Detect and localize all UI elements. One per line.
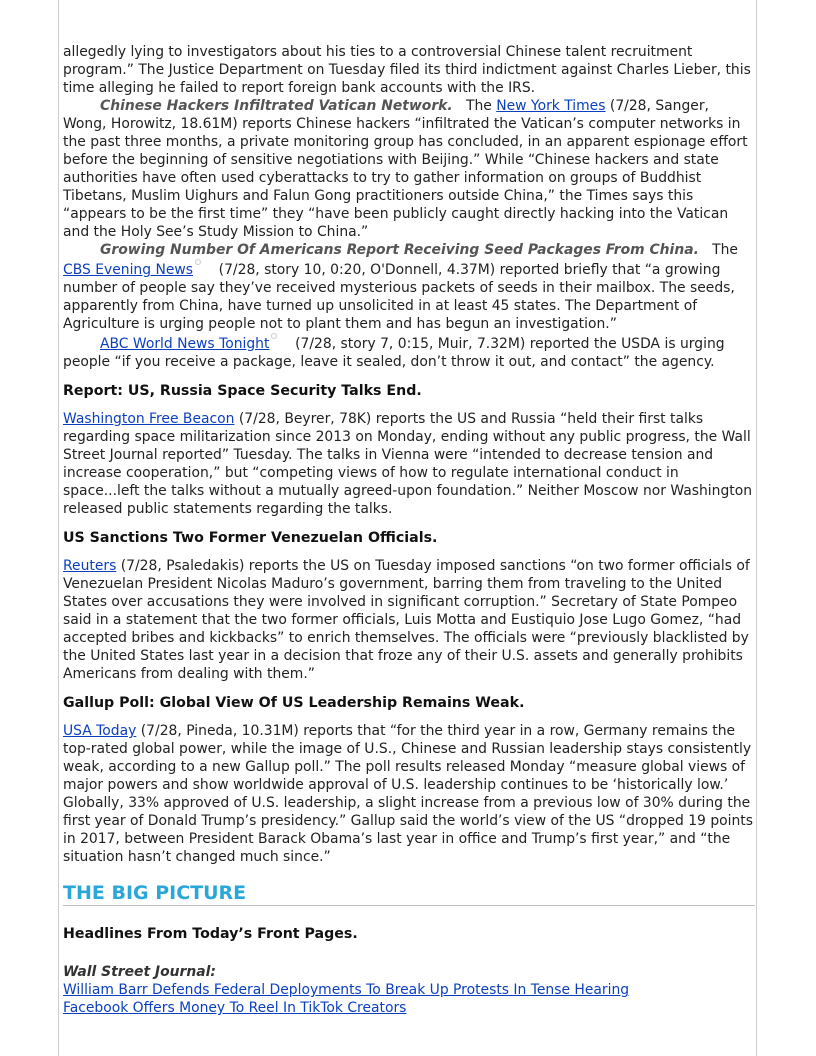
seeds-story-abc [63,333,755,371]
seeds-lead: Growing Number Of Americans Report Receiving Seed Packages From China. [100,242,699,258]
seeds-story [63,241,755,333]
space-story [63,410,755,518]
seeds-pre: The [712,242,738,258]
continuation-paragraph: allegedly lying to investigators about his ties to a controversial Chinese talent recruitment program.” The Justice Department on Tuesday filed its third indictment against Charles Lieber, this time alleging he failed to report foreign bank accounts with the IRS. [63,44,751,96]
space-text: (7/28, Beyrer, 78K) reports the US and Russia “held their first talks regarding space militarization since 2013 on Monday, ending without any public progress, the Wall Street Journal reported” Tuesday. The talks in Vienna were “intended to decrease tension and increase cooperation,” but “competing views of how to regulate international conduct in space...left the talks without a mutually agreed-upon foundation.” Neither Moscow nor Washington released public statements regarding the talks. [63,411,753,517]
source-link-cbs[interactable]: CBS Evening News [63,262,193,278]
venezuela-story [63,557,755,683]
source-link-usa-today[interactable]: USA Today [63,723,137,739]
headline-link[interactable]: William Barr Defends Federal Deployments To Break Up Protests In Tense Hearing [63,982,630,998]
front-pages-subheading: Headlines From Today’s Front Pages. [63,926,358,942]
source-link-nyt[interactable]: New York Times [496,98,606,114]
seeds-text: (7/28, story 10, 0:20, O'Donnell, 4.37M) reported briefly that “a growing number of people say they’ve received mysterious packets of seeds in their mailbox. The seeds, apparently from China, have turned up unsolicited in at least 45 states. The Department of Agriculture is urging people not to plant them and has begun an investigation.” [63,262,735,332]
space-headline: Report: US, Russia Space Security Talks End. [63,383,422,399]
section-title-big-picture: THE BIG PICTURE [63,882,755,906]
left-margin-rule [58,0,59,1056]
vatican-text: (7/28, Sanger, Wong, Horowitz, 18.61M) reports Chinese hackers “infiltrated the Vatican’s computer networks in the past three months, a private monitoring group has concluded, in an apparent espionage effort before the beginning of sensitive negotiations with Beijing.” While “Chinese hackers and state authorities have often used cyberattacks to try to gather information on groups of Buddhist Tibetans, Muslim Uighurs and Falun Gong practitioners outside China,” the Times says this “appears to be the first time” they “have been publicly caught directly hacking into the Vatican and the Holy See’s Study Mission to China.” [63,98,748,240]
video-icon[interactable] [195,259,201,265]
seeds-text-abc: (7/28, story 7, 0:15, Muir, 7.32M) reported the USDA is urging people “if you receive a package, leave it sealed, don’t throw it out, and contact” the agency. [63,336,725,370]
venezuela-headline: US Sanctions Two Former Venezuelan Officials. [63,530,438,546]
gallup-text: (7/28, Pineda, 10.31M) reports that “for the third year in a row, Germany remains the top-rated global power, while the image of U.S., Chinese and Russian leadership stays consistently weak, according to a new Gallup poll.” The poll results released Monday “measure global views of major powers and show worldwide approval of U.S. leadership continues to be ‘historically low.’ Globally, 33% approved of U.S. leadership, a slight increase from a previous low of 30% during the first year of Donald Trump’s presidency.” Gallup said the world’s view of the US “dropped 19 points in 2017, between President Barack Obama’s last year in office and Trump’s first year,” and “the situation hasn’t changed much since.” [63,723,753,865]
vatican-story [63,97,755,241]
vatican-lead: Chinese Hackers Infiltrated Vatican Network. [100,98,453,114]
gallup-headline: Gallup Poll: Global View Of US Leadership Remains Weak. [63,695,525,711]
video-icon[interactable] [271,333,277,339]
source-link-abc[interactable]: ABC World News Tonight [100,336,270,352]
headline-link[interactable]: Facebook Offers Money To Reel In TikTok Creators [63,1000,407,1016]
outlet-name-wsj: Wall Street Journal: [63,964,216,980]
venezuela-text: (7/28, Psaledakis) reports the US on Tuesday imposed sanctions “on two former officials of Venezuelan President Nicolas Maduro’s government, barring them from traveling to the United States over accusations they were involved in significant corruption.” Secretary of State Pompeo said in a statement that the two former officials, Luis Motta and Eustiquio Jose Lugo Gomez, “had accepted bribes and kickbacks” to enrich themselves. The officials were “previously blacklisted by the United States last year in a decision that froze any of their U.S. assets and generally prohibits Americans from dealing with them.” [63,558,750,682]
vatican-pre: The [465,98,492,114]
newsletter-body [63,43,755,1017]
source-link-reuters[interactable]: Reuters [63,558,117,574]
right-margin-rule [756,0,757,1056]
source-link-free-beacon[interactable]: Washington Free Beacon [63,411,235,427]
gallup-story [63,722,755,866]
